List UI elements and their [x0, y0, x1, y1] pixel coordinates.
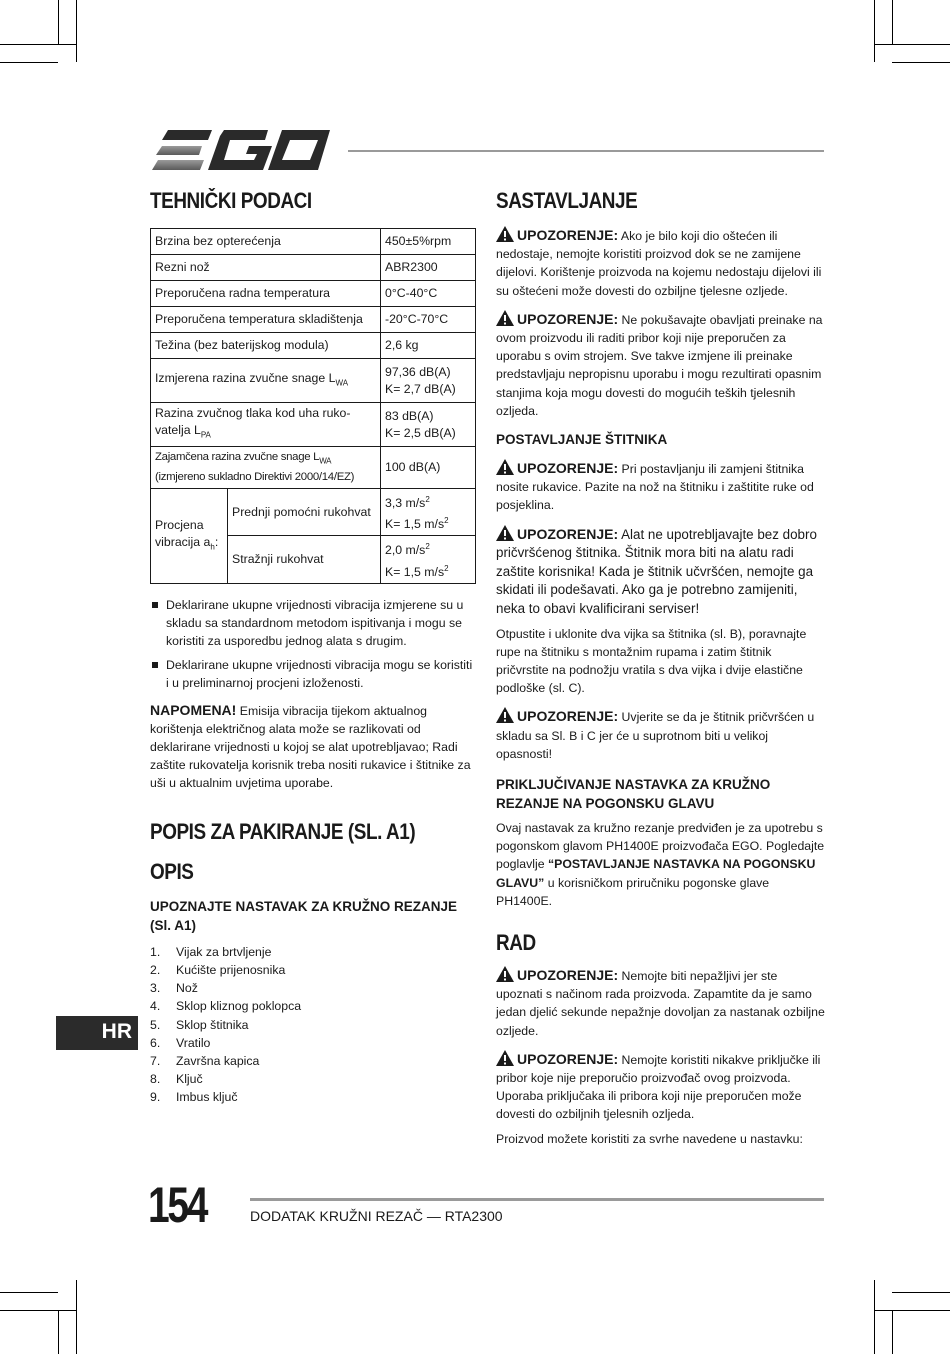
list-item: 2. Kućište prijenosnika	[150, 962, 286, 977]
list-item: 5. Sklop štitnika	[150, 1017, 249, 1032]
table-cell: Razina zvučnog tlaka kod uha ruko- vatelja $L_{PA}$	[151, 403, 381, 447]
crop-mark	[76, 0, 77, 62]
page-number: 154	[148, 1177, 207, 1233]
operation-title: RAD	[496, 930, 536, 956]
table-row	[151, 229, 476, 255]
warning-paragraph: UPOZORENJE: Ako je bilo koji dio oštećen ili nedostaje, nemojte koristiti proizvod dok se ne zamijene dijelovi. Korištenje proizvoda na kojemu nedostaju dijelovi ili su oštećeni može dovesti do ozbiljne tjelesne ozljede.	[496, 227, 822, 298]
crop-mark	[58, 0, 59, 44]
table-cell: Prednji pomoćni rukohvat	[228, 489, 381, 536]
right-column	[496, 188, 826, 1148]
description-title: OPIS	[150, 858, 194, 884]
attach-title: PRIKLJUČIVANJE NASTAVKA ZA KRUŽNO REZANJE NA POGONSKU GLAVU	[496, 777, 771, 812]
table-cell: 83 dB(A) K= 2,5 dB(A)	[381, 403, 476, 447]
header-rule	[348, 150, 824, 152]
warning-icon	[496, 525, 514, 541]
table-cell: 3,3 $m/s^2$ K= 1,5 $m/s^2$	[381, 489, 476, 536]
table-cell: Brzina bez opterećenja	[151, 229, 381, 255]
crop-mark	[874, 44, 950, 45]
ego-logo	[150, 128, 332, 172]
table-cell: 100 dB(A)	[381, 447, 476, 489]
table-cell: Težina (bez baterijskog modula)	[151, 333, 381, 359]
crop-mark	[892, 1292, 950, 1293]
crop-mark	[874, 0, 875, 62]
warning-paragraph: UPOZORENJE: Ne pokušavajte obavljati preinake na ovom proizvodu ili raditi pribor koji nije preporučen za uporabu s ovim strojem. Sve takve izmjene ili preinake predstavljaju nepropisnu uporabu i mogu rezultirati opasnim stanjima koja mogu dovesti do mogućih teških tjelesnih ozljeda.	[496, 310, 823, 418]
crop-mark	[76, 1280, 77, 1354]
table-cell: Izmjerena razina zvučne snage $L_{WA}$	[151, 359, 381, 403]
table-cell: 450±5%rpm	[381, 229, 476, 255]
table-row	[151, 255, 476, 281]
list-item: 3. Nož	[150, 981, 198, 996]
guard-title: POSTAVLJANJE ŠTITNIKA	[496, 432, 668, 448]
table-cell: ABR2300	[381, 255, 476, 281]
crop-mark	[892, 1310, 893, 1354]
crop-mark	[0, 62, 58, 63]
list-item: 1. Vijak za brtvljenje	[150, 944, 272, 959]
tech-data-title: TEHNIČKI PODACI	[150, 188, 312, 213]
warning-icon	[496, 226, 514, 242]
table-row	[151, 333, 476, 359]
footer-title: DODATAK KRUŽNI REZAČ — RTA2300	[250, 1208, 503, 1224]
crop-mark	[0, 1292, 58, 1293]
list-item: Deklarirane ukupne vrijednosti vibracija mogu se koristiti i u preliminarnoj procjeni izloženosti.	[150, 656, 476, 692]
warning-icon	[496, 459, 514, 475]
assembly-title: SASTAVLJANJE	[496, 188, 638, 213]
table-cell: Preporučena temperatura skladištenja	[151, 307, 381, 333]
list-item: 8. Ključ	[150, 1072, 203, 1087]
warning-paragraph: UPOZORENJE: Nemojte biti nepažljivi jer ste upoznati s načinom rada proizvoda. Zapamtite da je samo jedan djelić sekunde nepažnje dovoljan za nastanak ozbiljne ozljede.	[496, 967, 825, 1038]
table-row	[151, 447, 476, 489]
list-item: 9. Imbus ključ	[150, 1090, 238, 1105]
packing-title: POPIS ZA PAKIRANJE (SL. A1)	[150, 818, 416, 844]
attach-paragraph: Ovaj nastavak za kružno rezanje predviđen je za upotrebu s pogonskom glavom PH1400E proizvođača EGO. Pogledajte poglavlje “POSTAVLJANJE NASTAVKA NA POGONSKU GLAVU” u korisničkom priručniku pogonske glave PH1400E.	[496, 821, 825, 908]
tech-data-table	[150, 228, 476, 584]
crop-mark	[874, 1310, 950, 1311]
warning-paragraph: UPOZORENJE: Alat ne upotrebljavajte bez dobro pričvršćenog štitnika. Štitnik mora biti na alatu radi zaštite korisnika! Kada je štitnik učvršćen, nemojte ga skidati ili podešavati. Ako ga je potrebno zamijeniti, neka to obavi kvalificirani serviser!	[496, 525, 817, 617]
crop-mark	[0, 44, 76, 45]
table-row	[151, 307, 476, 333]
warning-icon	[496, 310, 514, 326]
table-cell: 2,0 $m/s^2$ K= 1,5 $m/s^2$	[381, 536, 476, 583]
crop-mark	[0, 1310, 76, 1311]
warning-paragraph: UPOZORENJE: Pri postavljanju ili zamjeni štitnika nosite rukavice. Pazite na nož na štitniku i zaštitite ruke od posjeklina.	[496, 460, 814, 513]
table-cell: Stražnji rukohvat	[228, 536, 381, 583]
list-item: 6. Vratilo	[150, 1035, 211, 1050]
table-cell: 97,36 dB(A) K= 2,7 dB(A)	[381, 359, 476, 403]
warning-paragraph: UPOZORENJE: Nemojte koristiti nikakve priključke ili pribor koje nije preporučio proizvođač ovog proizvoda. Uporaba priključaka ili pribora koji nije preporučen može dovesti do ozbiljnih tjelesnih ozljeda.	[496, 1050, 821, 1122]
list-item: Deklarirane ukupne vrijednosti vibracija izmjerene su u skladu sa standardnom metodom ispitivanja i mogu se koristiti za usporedbu jednog alata s drugim.	[150, 596, 476, 651]
warning-icon	[496, 707, 514, 723]
warning-icon	[496, 966, 514, 982]
note-paragraph: NAPOMENA! Emisija vibracija tijekom aktualnog korištenja električnog alata može se razlikovati od deklarirane vrijednosti u kojoj se alat upotrebljavao; Radi zaštite rukovatelja korisnik treba nositi rukavice i štitnike za uši u aktualnim uvjetima uporabe.	[150, 701, 471, 791]
table-row	[151, 281, 476, 307]
usage-intro: Proizvod možete koristiti za svrhe navedene u nastavku:	[496, 1131, 803, 1146]
table-row	[151, 403, 476, 447]
warning-icon	[496, 1050, 514, 1066]
vibration-notes	[150, 596, 476, 693]
list-item: 7. Završna kapica	[150, 1053, 260, 1068]
left-column	[150, 188, 476, 1107]
language-tab: HR	[56, 1016, 138, 1050]
table-cell: 0°C-40°C	[381, 281, 476, 307]
warning-paragraph: UPOZORENJE: Uvjerite se da je štitnik pričvršćen u skladu sa Sl. B i C jer će u suprotnom biti u velikoj opasnosti!	[496, 708, 815, 761]
table-row	[151, 359, 476, 403]
description-subtitle: UPOZNAJTE NASTAVAK ZA KRUŽNO REZANJE (Sl. A1)	[150, 898, 458, 933]
table-cell: Rezni nož	[151, 255, 381, 281]
footer-rule	[250, 1198, 824, 1201]
note-label: NAPOMENA!	[150, 701, 237, 718]
table-row	[151, 489, 476, 536]
list-item: 4. Sklop kliznog poklopca	[150, 999, 302, 1014]
table-cell: Preporučena radna temperatura	[151, 281, 381, 307]
table-cell: -20°C-70°C	[381, 307, 476, 333]
crop-mark	[892, 62, 950, 63]
crop-mark	[892, 0, 893, 44]
table-cell: Zajamčena razina zvučne snage $L_{WA}$ (izmjereno sukladno Direktivi 2000/14/EZ)	[151, 447, 381, 489]
crop-mark	[58, 1310, 59, 1354]
parts-list	[150, 943, 476, 1107]
guard-instructions: Otpustite i uklonite dva vijka sa štitnika (sl. B), poravnajte rupe na štitniku s montažnim rupama i zatim štitnik pričvrstite na podnožju vratila s dva vijka i dvije elastične podloške (sl. C).	[496, 626, 807, 696]
table-cell: 2,6 kg	[381, 333, 476, 359]
crop-mark	[874, 1280, 875, 1354]
table-cell: Procjena vibracija $a_h$:	[151, 489, 228, 583]
